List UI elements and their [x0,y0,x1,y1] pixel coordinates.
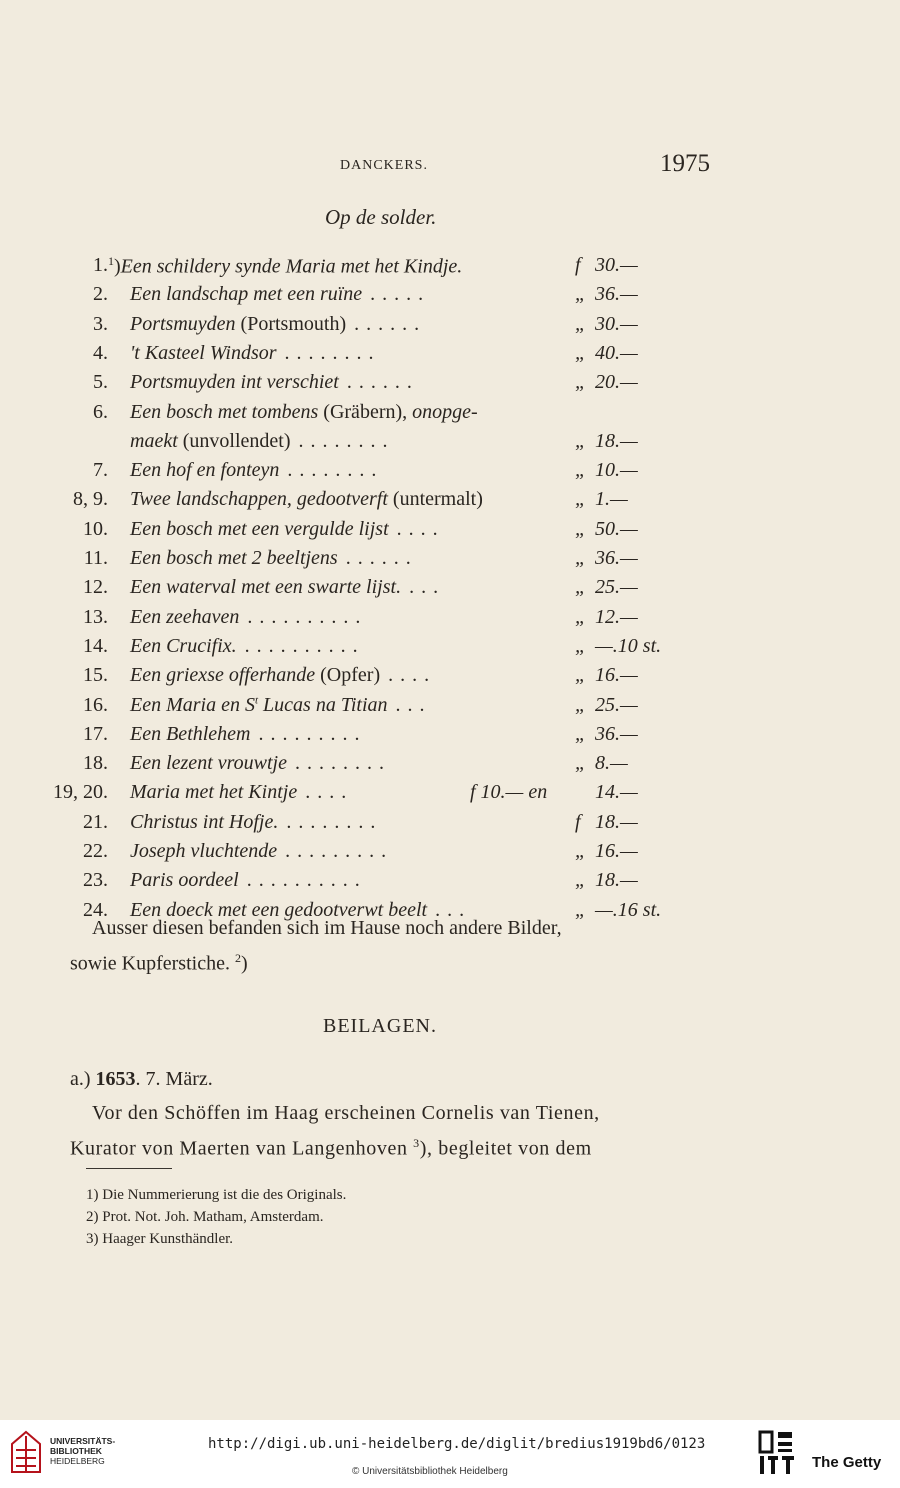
beilage-a-year: 1653 [95,1068,136,1090]
entry-title [130,313,426,336]
uni-line-1: UNIVERSITÄTS- [50,1436,116,1446]
inventory-entry [0,488,900,518]
dot-leaders: ........ [298,429,395,452]
entry-currency: „ [575,840,587,862]
inventory-entry [0,401,900,431]
entry-currency: „ [575,898,587,921]
inventory-entry [0,459,900,489]
dot-leaders: ......... [285,840,394,862]
inventory-entry [0,781,900,811]
inventory-entry [0,752,900,782]
entry-title [130,723,367,746]
entry-title-text: Twee landschappen, gedootverft [130,488,388,511]
inventory-entry [0,430,900,460]
entry-title-text: Een Bethlehem [130,722,251,745]
entry-number: 17. [83,722,108,745]
getty-name[interactable]: The Getty [812,1454,882,1471]
dot-leaders: .......... [247,605,368,628]
dot-leaders: .... [305,781,354,804]
beilage-a-day: . 7. März. [135,1068,213,1090]
entry-price: 8.— [595,752,628,775]
entry-title-text: Portsmuyden [130,312,236,335]
entry-price: 1.— [595,488,628,511]
dot-leaders: ........ [287,459,384,482]
footnote-ref-2: 2 [234,951,241,965]
entry-number: 5. [93,371,108,394]
entry-title [130,840,393,863]
entry-title [130,488,483,511]
entry-price: 20.— [595,371,638,394]
ausser-line-1: Ausser diesen befanden sich im Hause noch andere Bilder, [92,917,562,939]
entry-currency: „ [575,576,587,599]
entry-number: 13. [83,605,108,628]
entry-title-text: Maria met het Kintje [130,781,298,804]
inventory-entry [0,254,900,284]
entry-title-text: Een bosch met tombens [130,400,319,423]
dot-leaders: .......... [246,869,367,892]
entry-title [130,869,367,892]
entry-title-text: Een Crucifix. [130,634,237,657]
dot-leaders: .......... [244,634,365,657]
entry-number: 1. [93,254,108,276]
entry-currency: f [575,254,581,276]
entry-price: 16.— [595,664,638,687]
entry-number: 2. [93,283,108,306]
entry-price: 30.— [595,254,638,276]
entry-title [130,694,432,717]
entry-title [130,664,436,687]
body-paragraph [70,1098,700,1164]
ausser-line-2: sowie Kupferstiche. $^2$) [70,951,248,975]
beilagen-heading: BEILAGEN. [323,1015,437,1037]
entry-title-text: Een griexse offerhande [130,664,316,687]
beilage-a-date [70,1064,700,1094]
entry-title-gloss: (untermalt) [387,488,483,511]
inventory-entry [0,840,900,870]
entry-currency: „ [575,605,587,628]
footnote-rule [86,1168,172,1169]
entry-price: —.16 st. [595,898,662,921]
entry-number: 10. [83,517,108,540]
entry-number: 11. [83,547,108,569]
entry-title [130,547,418,570]
entry-title-text: maekt [130,429,178,452]
university-library-name[interactable] [50,1436,115,1466]
entry-currency: „ [575,547,587,569]
entry-price: 10.— [595,459,638,482]
permalink-url[interactable]: http://digi.ub.uni-heidelberg.de/diglit/bredius1919bd6/0123 [208,1436,706,1452]
entry-title [130,606,367,629]
entry-title [130,518,445,541]
body-line-1: Vor den Schöffen im Haag erscheinen Cornelis van Tienen, [92,1102,600,1124]
entry-number: 19, 20. [53,781,108,804]
entry-currency: „ [575,722,587,745]
entry-title-text: Een lezent vrouwtje [130,752,287,775]
dot-leaders: .... [388,664,437,687]
inventory-entry [0,694,900,724]
entry-currency: „ [575,429,587,452]
entry-title [130,781,353,804]
footnotes [86,1184,346,1250]
entry-title [130,342,381,365]
entry-title-text: Een landschap met een ruïne [130,283,363,306]
entry-title [130,752,391,775]
entry-number: 23. [83,869,108,892]
dot-leaders: ...... [354,312,427,335]
running-head: DANCKERS. [340,158,428,173]
entry-number: 24. [83,898,108,921]
entry-currency: „ [575,664,587,687]
entry-currency: „ [575,312,587,335]
entry-price: 30.— [595,312,638,335]
inventory-entry [0,371,900,401]
entry-currency: „ [575,341,587,364]
uni-line-2: BIBLIOTHEK [50,1446,102,1456]
entry-title [130,635,365,658]
copyright-notice: © Universitätsbibliothek Heidelberg [352,1466,508,1477]
entry-number: 6. [93,400,108,423]
entry-number: 18. [83,752,108,775]
entry-title-gloss: (Opfer) [315,664,381,687]
entry-price: 14.— [595,781,638,804]
footnote-3: 3) Haager Kunsthändler. [86,1231,234,1247]
inventory-entry [0,811,900,841]
entry-price: 36.— [595,722,638,745]
entry-price: —.10 st. [595,634,662,657]
entry-number: 4. [93,341,108,364]
body-line-2: Kurator von Maerten van Langenhoven $^3$), begleitet von dem [70,1136,592,1160]
inventory-entry [0,547,900,577]
dot-leaders: ........ [284,341,381,364]
entry-title-text: Een schildery synde Maria met het Kindje. [120,255,463,278]
footnote-ref-1: 1 [108,254,114,268]
dot-leaders: ... [409,576,446,599]
entry-price: 18.— [595,869,638,892]
entry-price: 25.— [595,576,638,599]
entry-currency: „ [575,517,587,540]
entry-title-text: Een Maria en S [130,693,255,716]
entry-price-range: f 10.— en [470,781,548,804]
dot-leaders: ........ [295,752,391,775]
inventory-entry [0,869,900,899]
entry-title-gloss: (Gräbern), [318,400,413,423]
dot-leaders: ......... [258,722,367,745]
entry-price: 18.— [595,810,638,833]
entry-title [130,283,430,306]
entry-number: 8, 9. [73,488,108,511]
dot-leaders: ...... [345,547,418,569]
inventory-entry [0,518,900,548]
entry-title [130,430,395,453]
entry-title-text: Een doeck met een gedootverwt beelt [130,898,428,921]
dot-leaders: ..... [370,283,431,306]
entry-title-text: Christus int Hofje. [130,810,279,833]
dot-leaders: ...... [346,371,419,394]
entry-number: 22. [83,840,108,862]
entry-number: 12. [83,576,108,599]
entry-price: 12.— [595,605,638,628]
entry-title-text: Portsmuyden int verschiet [130,371,339,394]
inventory-entry [0,283,900,313]
body-line-2a: Kurator von Maerten van Langenhoven [70,1137,408,1160]
footnote-1: 1) Die Nummerierung ist die des Originals. [86,1187,347,1203]
entry-title-text: 't Kasteel Windsor [130,341,277,364]
entry-number: 21. [83,810,108,833]
entry-title-text: Een waterval met een swarte lijst. [130,576,402,599]
entry-title-text: Paris oordeel [130,869,239,892]
entry-price: 36.— [595,283,638,306]
page-number: 1975 [660,150,710,177]
uni-line-3: HEIDELBERG [50,1456,105,1466]
entry-currency: „ [575,283,587,306]
entry-currency: „ [575,488,587,511]
entry-title-text: Een bosch met een vergulde lijst [130,517,389,540]
entry-title [130,811,382,834]
inventory-entry [0,313,900,343]
footnote-2: 2) Prot. Not. Joh. Matham, Amsterdam. [86,1209,324,1225]
entry-title-gloss: (unvollendet) [177,429,291,452]
entry-title-text: Joseph vluchtende [130,840,278,862]
entry-title: $^1$)Een schildery synde Maria met het Kindje. [108,254,463,278]
entry-price: 36.— [595,547,638,569]
entry-title-text: Een hof en fonteyn [130,459,280,482]
entry-price: 16.— [595,840,638,862]
entry-number: 7. [93,459,108,482]
entry-title-continued: Lucas na Titian [258,693,388,716]
body-line-2b: , begleitet von dem [427,1137,592,1160]
inventory-entry [0,576,900,606]
dot-leaders: .... [396,517,445,540]
section-title: Op de solder. [325,205,437,229]
entry-number: 14. [83,634,108,657]
inventory-entry [0,664,900,694]
dot-leaders: ... [435,898,472,921]
getty-logo-icon[interactable] [758,1430,798,1476]
entry-number: 16. [83,693,108,716]
entry-currency: „ [575,693,587,716]
inventory-entry [0,606,900,636]
entry-title-continued: onopge- [412,400,478,423]
university-library-logo-icon[interactable] [10,1430,42,1474]
entry-number: 3. [93,312,108,335]
entry-title-text: Een zeehaven [130,605,240,628]
inventory-entry [0,723,900,753]
entry-price: 18.— [595,429,638,452]
entry-currency: „ [575,752,587,775]
dot-leaders: ... [395,693,432,716]
entry-currency: „ [575,371,587,394]
dot-leaders: ........ [286,810,383,833]
entry-price: 40.— [595,341,638,364]
entry-currency: „ [575,869,587,892]
ausser-paragraph [70,913,700,979]
inventory-entry [0,635,900,665]
beilage-a-label: a.) [70,1068,91,1090]
entry-price: 25.— [595,693,638,716]
ausser-line-2-text: sowie Kupferstiche. [70,952,230,975]
entry-currency: „ [575,459,587,482]
entry-currency: f [575,810,581,833]
inventory-entry [0,342,900,372]
entry-number: 15. [83,664,108,687]
entry-title-gloss: (Portsmouth) [235,312,347,335]
entry-title-text: Een bosch met 2 beeltjens [130,547,338,569]
entry-title-superscript: t [254,693,259,706]
entry-title [130,371,419,394]
footnote-ref-3: 3 [413,1136,420,1150]
entry-title [130,459,383,482]
entry-currency: „ [575,634,587,657]
entry-title [130,401,478,424]
entry-title [130,576,445,599]
entry-price: 50.— [595,517,638,540]
